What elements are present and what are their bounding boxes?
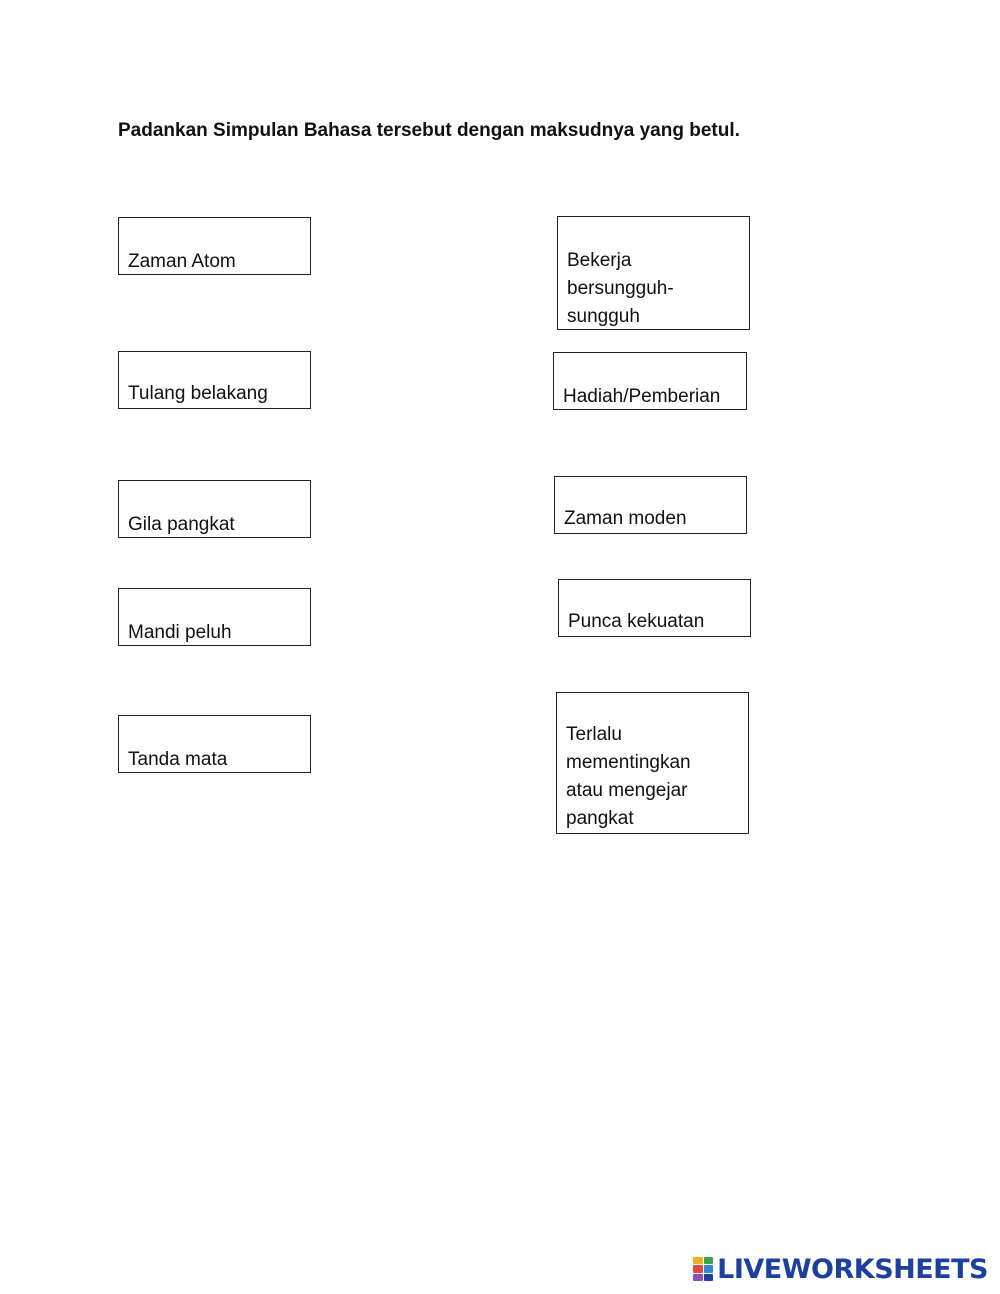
left-item-label: Mandi peluh (128, 622, 232, 643)
left-item-zaman-atom[interactable] (118, 217, 311, 275)
liveworksheets-logo[interactable] (693, 1254, 988, 1284)
right-item-punca-kekuatan[interactable] (558, 579, 751, 637)
right-item-label: Zaman moden (564, 508, 687, 529)
right-item-terlalu-mementingkan[interactable] (556, 692, 749, 834)
instruction-title: Padankan Simpulan Bahasa tersebut dengan maksudnya yang betul. (118, 120, 740, 141)
right-item-label: Terlalu mementingkan atau mengejar pangkat (566, 724, 691, 829)
right-item-label: Bekerja bersungguh- sungguh (567, 250, 674, 327)
left-item-label: Zaman Atom (128, 251, 236, 272)
right-item-label: Punca kekuatan (568, 611, 705, 632)
left-item-gila-pangkat[interactable] (118, 480, 311, 538)
left-item-mandi-peluh[interactable] (118, 588, 311, 646)
liveworksheets-logo-icon (693, 1257, 713, 1281)
left-item-label: Gila pangkat (128, 514, 235, 535)
left-item-tanda-mata[interactable] (118, 715, 311, 773)
right-item-hadiah[interactable] (553, 352, 747, 410)
left-item-label: Tulang belakang (128, 383, 268, 404)
right-item-bekerja[interactable] (557, 216, 750, 330)
left-item-tulang-belakang[interactable] (118, 351, 311, 409)
left-item-label: Tanda mata (128, 749, 228, 770)
logo-text: LIVEWORKSHEETS (717, 1253, 988, 1285)
right-item-zaman-moden[interactable] (554, 476, 747, 534)
right-item-label: Hadiah/Pemberian (563, 386, 721, 407)
